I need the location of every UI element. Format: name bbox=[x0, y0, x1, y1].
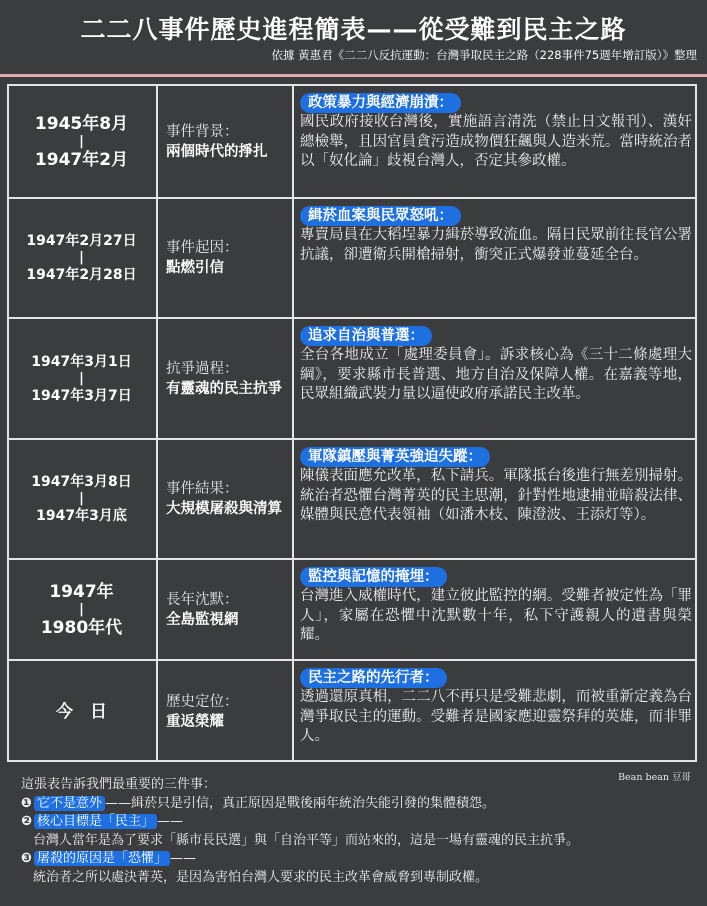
date-start: 1947年 bbox=[49, 581, 114, 602]
category-label: 抗爭過程： bbox=[166, 360, 239, 377]
title-divider bbox=[0, 74, 707, 77]
date-end: 1947年3月7日 bbox=[31, 387, 132, 404]
table-row bbox=[9, 86, 695, 197]
date-end: 1980年代 bbox=[40, 617, 123, 638]
date-start: 1945年8月 bbox=[34, 113, 129, 134]
timeline-table bbox=[7, 84, 697, 762]
description-text: 國民政府接收台灣後，實施語言清洗（禁止日文報刊）、漢奸總檢舉，且因官員貪污造成物價狂飆與人造米荒。當時統治者以「奴化論」歧視台灣人，否定其參政權。 bbox=[300, 114, 692, 169]
table-row bbox=[9, 659, 695, 762]
category-cell bbox=[166, 560, 290, 659]
number-icon: ❷ bbox=[21, 814, 33, 829]
date-end: 1947年2月 bbox=[34, 149, 129, 170]
summary-highlight: 核心目標是「民主」 bbox=[34, 814, 157, 829]
number-icon: ❸ bbox=[21, 851, 33, 866]
description-text: 台灣進入威權時代，建立彼此監控的網。受難者被定性為「罪人」，家屬在恐懼中沈默數十年，私下守護親人的遺書與榮耀。 bbox=[300, 588, 692, 643]
summary-head-text: ——緝菸只是引信，真正原因是戰後兩年統治失能引發的集體積怨。 bbox=[105, 795, 496, 811]
table-row bbox=[9, 317, 695, 438]
summary-intro: 這張表告訴我們最重要的三件事： bbox=[21, 777, 217, 792]
page-title: 二二八事件歷史進程簡表——從受難到民主之路 bbox=[80, 15, 627, 44]
date-start: 1947年2月27日 bbox=[26, 233, 137, 249]
category-label: 長年沈默： bbox=[166, 591, 239, 608]
description-cell bbox=[300, 92, 692, 172]
date-separator: | bbox=[79, 370, 84, 386]
category-cell bbox=[166, 86, 290, 197]
date-end: 1947年2月28日 bbox=[26, 267, 137, 283]
summary-item bbox=[21, 795, 691, 814]
date-cell bbox=[9, 661, 154, 762]
number-icon: ❶ bbox=[21, 795, 33, 811]
summary-body: 統治者之所以處決菁英，是因為害怕台灣人要求的民主改革會威脅到專制政權。 bbox=[33, 869, 489, 885]
category-name: 重返榮耀 bbox=[166, 713, 224, 730]
category-label: 事件結果： bbox=[166, 481, 239, 497]
description-cell bbox=[300, 566, 692, 646]
highlight-badge: 監控與記憶的掩埋： bbox=[300, 567, 447, 587]
summary-section bbox=[21, 776, 691, 887]
date-separator: | bbox=[79, 491, 84, 506]
highlight-badge: 民主之路的先行者： bbox=[300, 668, 447, 688]
highlight-badge: 軍隊鎮壓與菁英強迫失蹤： bbox=[300, 447, 490, 467]
summary-body: 台灣人當年是為了要求「縣市長民選」與「自治平等」而站來的，這是一場有靈魂的民主抗爭。 bbox=[33, 832, 580, 848]
category-name: 點燃引信 bbox=[166, 260, 224, 276]
description-cell bbox=[300, 325, 692, 405]
date-cell bbox=[9, 560, 154, 659]
summary-item bbox=[21, 813, 691, 832]
date-separator: | bbox=[79, 133, 84, 149]
summary-item bbox=[21, 850, 691, 869]
category-label: 事件背景： bbox=[166, 123, 239, 140]
description-cell bbox=[300, 446, 692, 526]
category-cell bbox=[166, 199, 290, 317]
category-label: 歷史定位： bbox=[166, 693, 239, 710]
summary-highlight: 屠殺的原因是「恐懼」 bbox=[34, 851, 170, 866]
category-cell bbox=[166, 319, 290, 438]
highlight-badge: 緝菸血案與民眾怒吼： bbox=[300, 206, 461, 226]
description-cell bbox=[300, 667, 692, 747]
description-text: 透過還原真相，二二八不再只是受難悲劇，而被重新定義為台灣爭取民主的運動。受難者是國家應迎靈祭拜的英雄，而非罪人。 bbox=[300, 689, 692, 744]
date-separator: | bbox=[79, 250, 84, 265]
table-row bbox=[9, 438, 695, 558]
category-name: 大規模屠殺與清算 bbox=[166, 501, 282, 517]
date-end: 1947年3月底 bbox=[36, 508, 127, 524]
description-text: 全台各地成立「處理委員會」。訴求核心為《三十二條處理大綱》，要求縣市長普選、地方自治及保障人權。在嘉義等地，民眾組織武裝力量以逼使政府承諾民主改革。 bbox=[300, 347, 692, 402]
date-cell bbox=[9, 319, 154, 438]
table-row bbox=[9, 558, 695, 659]
date-start: 1947年3月1日 bbox=[31, 353, 132, 370]
date-start: 今 日 bbox=[56, 701, 107, 722]
date-start: 1947年3月8日 bbox=[31, 474, 132, 490]
category-cell bbox=[166, 440, 290, 558]
source-citation: 依據 黃惠君《二二八反抗運動：台灣爭取民主之路（228事件75週年增訂版）》整理 bbox=[271, 48, 697, 62]
date-cell bbox=[9, 440, 154, 558]
category-name: 兩個時代的掙扎 bbox=[166, 143, 268, 160]
category-label: 事件起因： bbox=[166, 240, 239, 256]
summary-head-text: —— bbox=[170, 851, 197, 866]
date-cell bbox=[9, 199, 154, 317]
category-cell bbox=[166, 661, 290, 762]
description-text: 陳儀表面應允改革，私下請兵。軍隊抵台後進行無差別掃射。統治者恐懼台灣菁英的民主思潮，針對性地逮捕並暗殺法律、媒體與民意代表領袖（如潘木枝、陳澄波、王添灯等）。 bbox=[300, 468, 692, 523]
author-credit: Bean bean 豆哥 bbox=[618, 772, 691, 783]
highlight-badge: 政策暴力與經濟崩潰： bbox=[300, 93, 461, 113]
highlight-badge: 追求自治與普選： bbox=[300, 326, 432, 346]
table-row bbox=[9, 197, 695, 317]
date-cell bbox=[9, 86, 154, 197]
category-name: 全島監視網 bbox=[166, 611, 239, 628]
summary-highlight: 它不是意外 bbox=[34, 796, 105, 811]
summary-head-text: —— bbox=[157, 814, 184, 829]
description-text: 專賣局員在大稻埕暴力緝菸導致流血。隔日民眾前往長官公署抗議，卻遭衛兵開槍掃射，衝突正式爆發並蔓延全台。 bbox=[300, 227, 692, 263]
date-separator: | bbox=[79, 601, 84, 617]
description-cell bbox=[300, 205, 692, 265]
category-name: 有靈魂的民主抗爭 bbox=[166, 380, 282, 397]
